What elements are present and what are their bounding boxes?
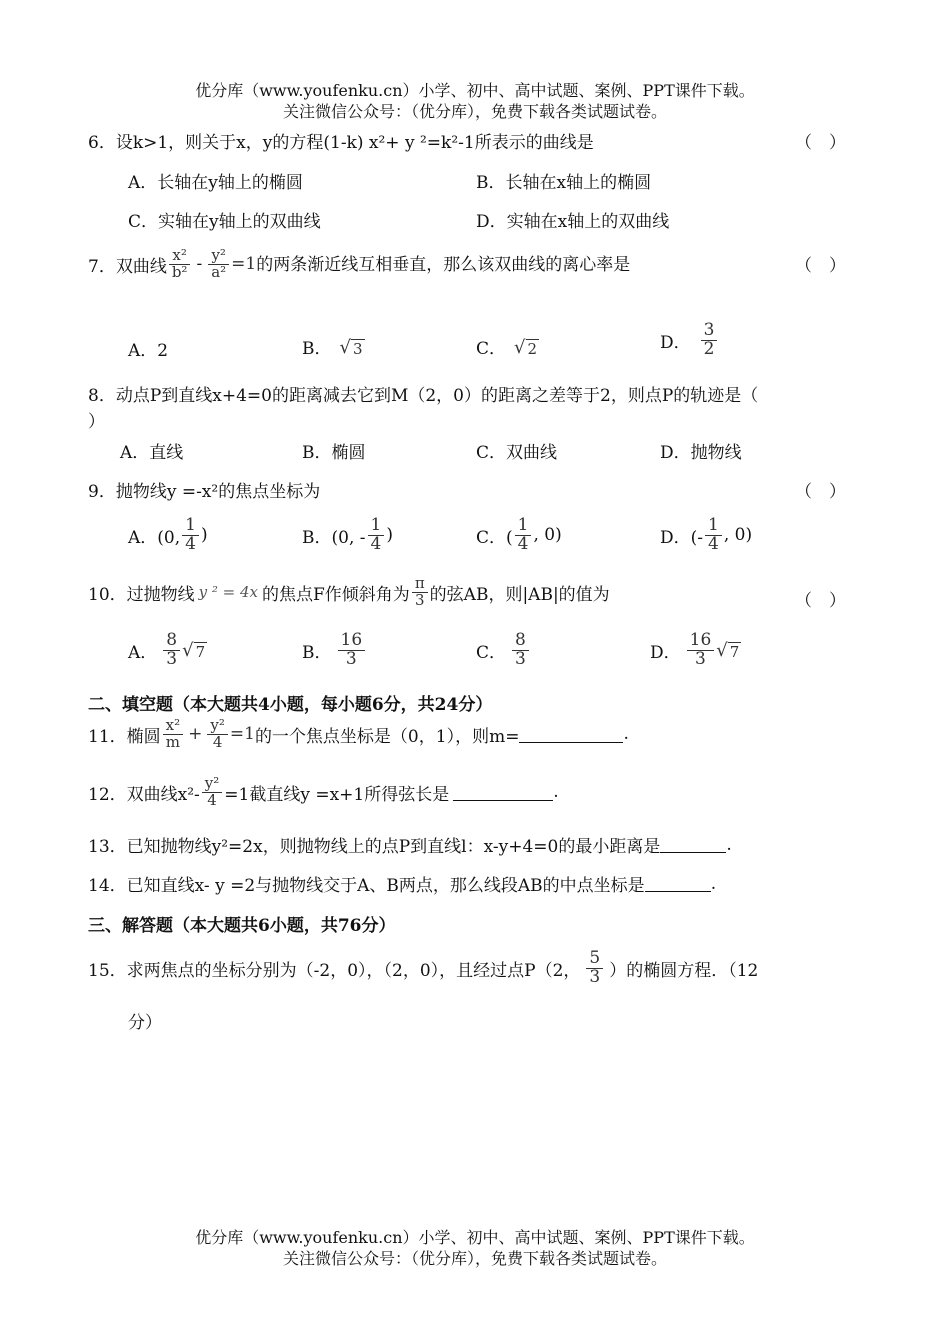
q10-d-radicand: 7 (729, 643, 740, 662)
q7-option-c (476, 334, 539, 359)
q7-f1-num: x² (169, 248, 189, 265)
q12-answer-blank[interactable] (453, 784, 553, 801)
q9-d-den: 4 (708, 533, 719, 554)
q10-suffix: 的弦AB，则|AB|的值为 (429, 584, 610, 605)
q12-suffix: =1截直线y =x+1所得弦长是 (224, 784, 450, 805)
q12-fraction-y2-4 (202, 776, 223, 809)
q9-c-fraction (515, 517, 532, 554)
q11-f2-den: 4 (212, 732, 223, 751)
q9-d-post: , 0) (723, 525, 753, 546)
q9-b-fraction (368, 517, 385, 554)
q15-line-2: 分） (128, 1013, 162, 1033)
q14-text: 14．已知直线x- y =2与抛物线交于A、B两点，那么线段AB的中点坐标是 (88, 876, 645, 896)
q12-prefix: 12．双曲线x²- (88, 784, 200, 805)
q9-b-pre: B．(0, - (302, 527, 366, 548)
q11-prefix: 11．椭圆 (88, 726, 161, 747)
q10-c-fraction (512, 632, 529, 669)
q7-option-a: A．2 (128, 341, 169, 361)
q7-b-radicand: 3 (352, 339, 363, 358)
q14-stem (88, 871, 716, 896)
q9-d-num: 1 (705, 517, 722, 536)
q13-answer-blank[interactable] (660, 836, 726, 853)
q10-a-radicand: 7 (195, 643, 206, 662)
q10-angle-fraction (412, 576, 428, 609)
q11-end: . (623, 724, 629, 745)
q10-a-label: A． (128, 642, 158, 663)
q11-fraction-x2-m (163, 718, 183, 751)
section-3-heading: 三、解答题（本大题共6小题，共76分） (88, 916, 396, 936)
q12-f-num: y² (202, 776, 223, 793)
footer-line-2: 关注微信公众号：（优分库），免费下载各类试题试卷。 (282, 1249, 667, 1268)
q8-option-d: D．抛物线 (660, 443, 742, 463)
q11-f1-den: m (165, 732, 180, 751)
q9-c-den: 4 (517, 533, 529, 554)
q9-a-num: 1 (182, 517, 199, 536)
q15-prefix: 15．求两焦点的坐标分别为（-2，0），（2，0），且经过点P（2， (88, 960, 581, 981)
q6-option-a: A．长轴在y轴上的椭圆 (128, 173, 303, 193)
q10-b-num: 16 (338, 632, 366, 651)
q9-b-den: 4 (370, 533, 382, 554)
q8-option-a: A．直线 (120, 443, 184, 463)
q8-stem: 8．动点P到直线x+4=0的距离减去它到M（2，0）的距离之差等于2，则点P的轨迹是（ (88, 386, 759, 406)
q10-c-den: 3 (515, 648, 526, 669)
q7-c-sqrt: √ 2 (514, 336, 538, 358)
q9-d-pre: D．(- (660, 527, 704, 548)
q7-option-d (660, 322, 719, 359)
q7-fraction-y2-a2 (208, 248, 229, 281)
q15-suffix: ）的椭圆方程．（12 (609, 960, 759, 981)
q10-a-sqrt: √ 7 (182, 640, 206, 662)
q11-suffix: 的一个焦点坐标是（0，1），则m= (254, 726, 520, 747)
q10-d-label: D． (650, 642, 681, 663)
header-line-1: 优分库（www.youfenku.cn）小学、初中、高中试题、案例、PPT课件下载。 (195, 81, 755, 100)
q7-prefix: 7．双曲线 (88, 256, 167, 277)
q6-stem: 6．设k>1，则关于x，y的方程(1-k) x²+ y ²=k²-1所表示的曲线是 (88, 133, 594, 153)
q10-ang-den: 3 (414, 590, 425, 609)
q13-end: . (726, 834, 732, 855)
q9-a-pre: A．(0, (128, 527, 181, 548)
q11-eq: =1 (229, 724, 255, 745)
q8-option-b: B．椭圆 (302, 443, 366, 463)
q10-a-num: 8 (163, 632, 180, 651)
q7-option-b (302, 334, 365, 359)
q7-d-den: 2 (703, 338, 715, 359)
q15-f-num: 5 (586, 950, 603, 969)
q11-f1-num: x² (163, 718, 183, 735)
section-2-heading: 二、填空题（本大题共4小题，每小题6分，共24分） (88, 695, 493, 715)
q7-fraction-x2-b2 (169, 248, 191, 281)
q8-stem-tail: ） (88, 412, 105, 432)
q9-c-num: 1 (515, 517, 532, 536)
q10-a-den: 3 (166, 648, 178, 669)
q11-stem (88, 718, 629, 751)
q10-prefix: 10．过抛物线 (88, 584, 195, 605)
q9-a-post: ) (200, 525, 208, 546)
q14-answer-blank[interactable] (645, 875, 711, 892)
q10-d-fraction (687, 632, 715, 669)
q7-f2-num: y² (208, 248, 229, 265)
q7-d-num: 3 (701, 322, 718, 341)
q6-option-b: B．长轴在x轴上的椭圆 (476, 173, 652, 193)
q8-option-c: C．双曲线 (476, 443, 558, 463)
q12-stem (88, 776, 559, 809)
q9-option-a (128, 517, 208, 554)
q13-stem (88, 832, 732, 857)
q9-a-fraction (182, 517, 199, 554)
q7-d-label: D． (660, 332, 691, 353)
q7-f2-den: a² (211, 262, 227, 281)
q10-bracket: （ ） (795, 591, 846, 611)
q9-a-den: 4 (185, 533, 196, 554)
q9-c-post: , 0) (533, 525, 562, 546)
header-line-2: 关注微信公众号：（优分库），免费下载各类试题试卷。 (282, 102, 667, 121)
q10-b-fraction (338, 632, 366, 669)
q15-stem (88, 950, 758, 987)
q10-d-sqrt: √ 7 (716, 640, 740, 662)
q7-b-sqrt: √ 3 (339, 336, 363, 358)
q10-mid: 的焦点F作倾斜角为 (262, 584, 410, 605)
q7-eq: =1 (231, 254, 257, 275)
q10-b-label: B． (302, 642, 332, 663)
q9-option-d (660, 517, 752, 554)
q10-option-d (650, 632, 741, 669)
q9-option-b (302, 517, 393, 554)
q7-minus: - (196, 254, 203, 275)
q7-d-fraction (701, 322, 718, 359)
q12-end: . (553, 782, 559, 803)
q15-f-den: 3 (589, 966, 601, 987)
q9-bracket: （ ） (795, 482, 846, 502)
q9-d-fraction (705, 517, 722, 554)
q7-suffix: 的两条渐近线互相垂直，那么该双曲线的离心率是 (256, 255, 631, 275)
q13-text: 13．已知抛物线y²=2x，则抛物线上的点P到直线l：x-y+4=0的最小距离是 (88, 837, 661, 857)
q12-f-den: 4 (207, 790, 217, 809)
q10-d-den: 3 (695, 648, 706, 669)
q11-answer-blank[interactable] (519, 726, 623, 743)
q10-a-fraction (163, 632, 180, 669)
q10-c-num: 8 (512, 632, 529, 651)
q10-ang-num: π (412, 576, 428, 593)
q7-bracket: （ ） (795, 256, 846, 276)
q11-f2-num: y² (207, 718, 228, 735)
q11-plus: + (188, 724, 203, 745)
q7-f1-den: b² (171, 262, 188, 281)
q10-option-c (476, 632, 531, 669)
q10-option-a (128, 632, 207, 669)
q9-option-c (476, 517, 562, 554)
q10-b-den: 3 (345, 648, 357, 669)
q10-option-b (302, 632, 367, 669)
q15-fraction (586, 950, 603, 987)
q11-fraction-y2-4 (207, 718, 228, 751)
q10-d-num: 16 (687, 632, 715, 651)
q7-stem (88, 248, 630, 281)
q7-c-label: C． (476, 339, 507, 359)
q10-stem (88, 576, 610, 609)
q10-c-label: C． (476, 642, 507, 663)
q10-equation: y ² = 4x (198, 583, 259, 602)
q14-end: . (710, 873, 717, 894)
q9-c-pre: C．( (476, 527, 513, 548)
q9-b-num: 1 (368, 517, 385, 536)
q9-stem: 9．抛物线y =-x²的焦点坐标为 (88, 482, 321, 502)
footer-line-1: 优分库（www.youfenku.cn）小学、初中、高中试题、案例、PPT课件下载。 (195, 1228, 755, 1247)
q6-option-d: D．实轴在x轴上的双曲线 (476, 212, 670, 232)
q6-option-c: C．实轴在y轴上的双曲线 (128, 212, 321, 232)
q7-b-label: B． (302, 339, 332, 359)
q9-b-post: ) (386, 525, 393, 546)
q6-bracket: （ ） (795, 133, 846, 153)
q7-c-radicand: 2 (527, 339, 538, 358)
